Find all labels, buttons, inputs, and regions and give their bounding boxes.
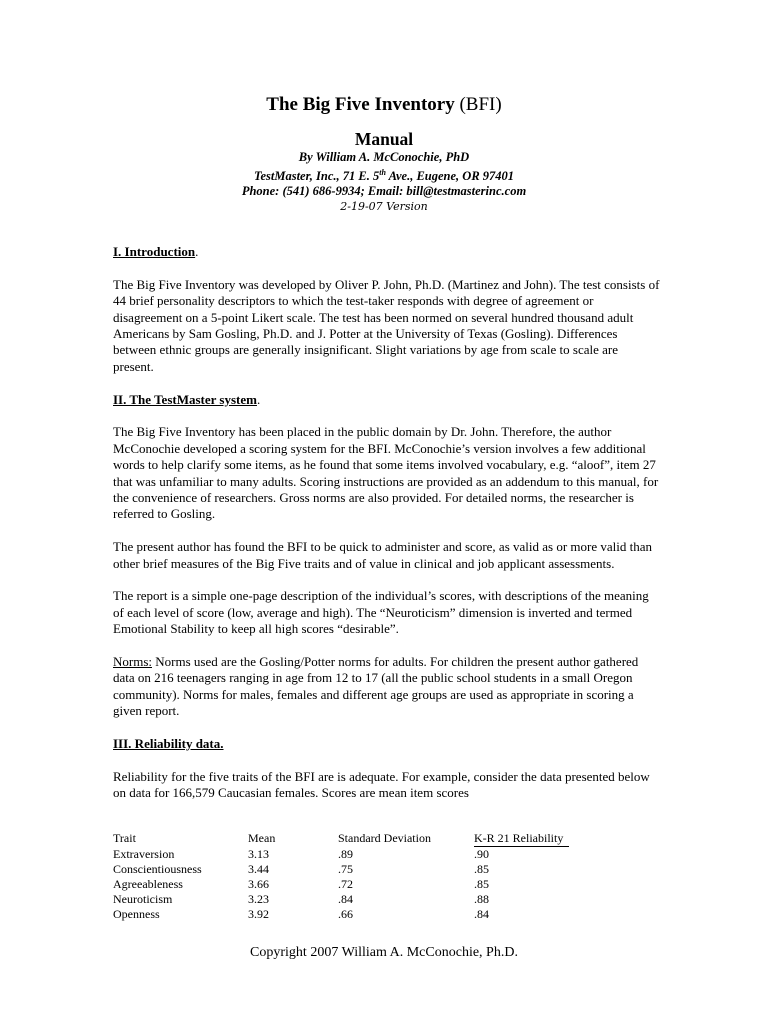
intro-heading-period: . (195, 244, 199, 259)
system-paragraph-1: The Big Five Inventory has been placed in the public domain by Dr. John. Therefore, the author McConochie developed a scoring system for the BFI. McConochie’s version involves a few additional words to help clarify some items, as he found that some items involved vocabulary, e.g. “aloof”, item 27 that was unfamiliar to many adults. Scoring instructions are provided as an addendum to this manual, for the convenience of researchers. Gross norms are also provided. For detailed norms, the researcher is referred to Gosling. (113, 424, 659, 522)
address-part-b: Ave., Eugene, OR 97401 (385, 169, 515, 184)
table-cell: 3.66 (248, 877, 269, 891)
document-header (0, 92, 768, 215)
table-row (113, 907, 569, 922)
table-row (113, 847, 569, 863)
table-cell: 3.92 (248, 907, 269, 921)
table-cell: 3.13 (248, 846, 269, 861)
title-bold: The Big Five Inventory (266, 94, 455, 115)
document-subtitle: Manual (354, 129, 414, 149)
table-cell: .89 (338, 846, 353, 861)
table-cell: Extraversion (113, 846, 175, 861)
copyright-footer: Copyright 2007 William A. McConochie, Ph.D. (250, 945, 518, 960)
reliability-paragraph: Reliability for the five traits of the BFI are is adequate. For example, consider the data presented below on data for 166,579 Caucasian females. Scores are mean item scores (113, 768, 650, 801)
reliability-table (113, 831, 569, 922)
table-cell: .90 (474, 847, 489, 861)
table-row (113, 862, 569, 877)
table-row (113, 877, 569, 892)
table-cell: .85 (474, 877, 489, 891)
norms-paragraph (113, 654, 661, 720)
table-cell: .75 (338, 862, 353, 876)
intro-paragraph: The Big Five Inventory was developed by Oliver P. John, Ph.D. (Martinez and John). The test consists of 44 brief personality descriptors to which the test-taker responds with degree of agreement or disagreement on a 5-point Likert scale. The test has been normed on several hundred thousand adult Americans by Sam Gosling, Ph.D. and J. Potter at the University of Texas (Gosling). Differences between ethnic groups are generally insignificant. Slight variations by age from scale to scale are present. (113, 276, 660, 374)
system-paragraph-3: The report is a simple one-page description of the individual’s scores, with descriptions of the meaning of each level of score (low, average and high). The “Neuroticism” dimension is inverted and termed Emotional Stability to keep all high scores “desirable”. (113, 588, 649, 637)
system-heading: II. The TestMaster system (113, 391, 257, 407)
table-header-cell: Trait (113, 831, 136, 845)
table-cell: .88 (474, 892, 489, 906)
table-header-cell: Standard Deviation (338, 831, 431, 845)
table-cell: Agreeableness (113, 877, 183, 891)
table-cell: 3.44 (248, 862, 269, 876)
contact-line: Phone: (541) 686-9934; Email: bill@testmasterinc.com (241, 184, 527, 199)
table-cell: .84 (474, 907, 489, 921)
address-part-a: TestMaster, Inc., 71 E. 5 (253, 169, 380, 184)
table-cell: .84 (338, 892, 353, 906)
table-cell: Conscientiousness (113, 862, 202, 876)
table-cell: 3.23 (248, 892, 269, 906)
table-cell: Neuroticism (113, 892, 173, 906)
intro-heading: I. Introduction (113, 244, 196, 259)
table-cell: .72 (338, 877, 353, 891)
norms-text: Norms used are the Gosling/Potter norms for adults. For children the present author gathered data on 216 teenagers ranging in age from 12 to 17 (all the public school students in a small Oregon community). Norms for males, females and different age groups are used as appropriate in scoring a given report. (113, 654, 639, 719)
address-line (0, 165, 768, 184)
title-rest: (BFI) (454, 94, 502, 115)
table-cell: .66 (338, 907, 353, 921)
document-title (0, 92, 768, 118)
norms-label: Norms: (113, 654, 152, 670)
system-paragraph-2: The present author has found the BFI to be quick to administer and score, as valid as or more valid than other brief measures of the Big Five traits and of value in clinical and job applicant assessments. (113, 539, 652, 571)
address-superscript: th (379, 168, 386, 177)
table-cell: .85 (474, 862, 489, 876)
version-line: 2-19-07 Version (340, 200, 428, 214)
table-row (113, 892, 569, 907)
table-header-cell: K-R 21 Reliability (474, 831, 569, 847)
table-header-row (113, 831, 569, 847)
table-header-cell: Mean (248, 831, 276, 845)
system-heading-period: . (256, 391, 261, 407)
document-body (113, 244, 661, 818)
author-line: By William A. McConochie, PhD (298, 150, 470, 164)
reliability-heading: III. Reliability data. (113, 736, 224, 752)
table-cell: Openness (113, 907, 160, 921)
